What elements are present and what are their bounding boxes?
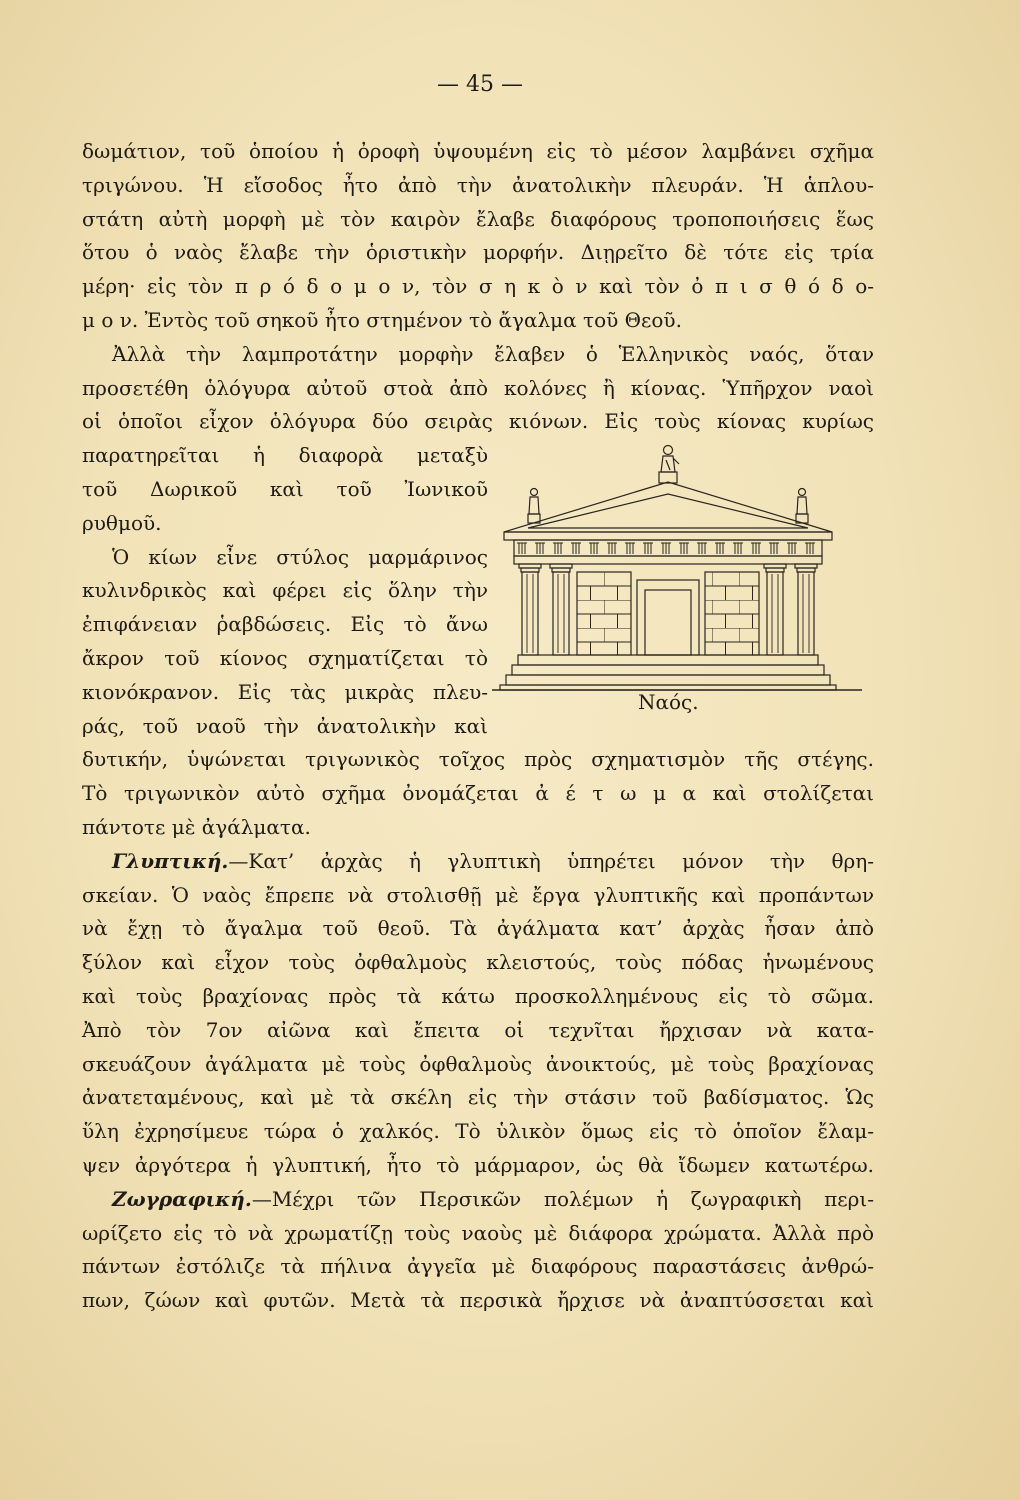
column-flutes	[803, 574, 809, 653]
text-line: ρυθμοῦ.	[82, 510, 162, 535]
text-line: πων, ζώων καὶ φυτῶν. Μετὰ τὰ περσικὰ ἤρχισε νὰ ἀναπτύσσεται καὶ	[82, 1288, 874, 1313]
text-line: προσετέθη ὁλόγυρα αὐτοῦ στοὰ ἀπὸ κολόνες ἢ κίονας. Ὑπῆρχον ναοὶ	[82, 375, 874, 400]
text-line: σκείαν. Ὁ ναὸς ἔπρεπε νὰ στολισθῇ μὲ ἔργα γλυπτικῆς καὶ προπάντων	[82, 882, 874, 907]
body-text	[82, 135, 874, 1318]
text-line	[82, 1183, 874, 1217]
statue-body	[529, 497, 539, 514]
step	[518, 655, 818, 665]
text-line: Ἀλλὰ τὴν λαμπροτάτην μορφὴν ἔλαβεν ὁ Ἑλληνικὸς ναός, ὅταν	[112, 341, 874, 366]
text-line: ὅτου ὁ ναὸς ἔλαβε τὴν ὁριστικὴν μορφήν. Διῃρεῖτο δὲ τότε εἰς τρία	[82, 240, 874, 265]
text-line: πάντων ἐστόλιζε τὰ πήλινα ἀγγεῖα μὲ διαφόρους παραστάσεις ἀνθρώ-	[82, 1254, 874, 1279]
text-line: οἱ ὁποῖοι εἶχον ὁλόγυρα δύο σειρὰς κιόνων. Εἰς τοὺς κίονας κυρίως	[82, 409, 874, 434]
text-line: ωρίζετο εἰς τὸ νὰ χρωματίζῃ τοὺς ναοὺς μὲ διάφορα χρώματα. Ἀλλὰ πρὸ	[82, 1220, 874, 1245]
temple-illustration	[490, 440, 870, 710]
text-line: τοῦ Δωρικοῦ καὶ τοῦ Ἰωνικοῦ	[82, 476, 488, 501]
text-line: καὶ τοὺς βραχίονας πρὸς τὰ κάτω προσκολλημένους εἰς τὸ σῶμα.	[82, 983, 874, 1008]
column-flutes	[772, 574, 778, 653]
text-line: ξύλον καὶ εἶχον τοὺς ὀφθαλμοὺς κλειστούς, τοὺς πόδας ἡνωμένους	[82, 950, 874, 975]
paragraph-painting	[82, 1183, 874, 1318]
column	[795, 564, 817, 655]
text-line: στάτη αὐτὴ μορφὴ μὲ τὸν καιρὸν ἔλαβε διαφόρους τροποποιήσεις ἕως	[82, 206, 874, 231]
statue-head	[531, 489, 538, 496]
statue-head	[799, 489, 806, 496]
temple-drawing	[492, 446, 862, 691]
cella-wall-right	[705, 572, 759, 655]
door-frame	[637, 580, 699, 655]
text-line: ἐπιφάνειαν ῥαβδώσεις. Εἰς τὸ ἄνω	[82, 612, 488, 637]
acroterion-center	[659, 446, 679, 484]
figure-caption: Ναός.	[638, 690, 699, 714]
page-number: — 45 —	[437, 72, 523, 97]
text-line: νὰ ἔχῃ τὸ ἄγαλμα τοῦ θεοῦ. Τὰ ἀγάλματα κατ’ ἀρχὰς ἦσαν ἀπὸ	[82, 916, 874, 941]
section-heading-sculpture: Γλυπτική.	[112, 848, 229, 873]
text-line: ὕλη ἐχρησίμευε τώρα ὁ χαλκός. Τὸ ὑλικὸν ὅμως εἰς τὸ ὁποῖον ἔλαμ-	[82, 1119, 874, 1144]
column-shaft	[767, 572, 783, 655]
text-line: δωμάτιον, τοῦ ὁποίου ἡ ὀροφὴ ὑψουμένη εἰς τὸ μέσον λαμβάνει σχῆμα	[82, 139, 874, 163]
text-line: κιονόκρανον. Εἰς τὰς μικρὰς πλευ-	[82, 679, 488, 704]
text-line: ἄκρον τοῦ κίονος σχηματίζεται τὸ	[82, 645, 488, 670]
text-line: σκευάζουν ἀγάλματα μὲ τοὺς ὀφθαλμοὺς ἀνοικτούς, μὲ τοὺς βραχίονας	[82, 1051, 874, 1076]
text-line: ἀνατεταμένους, καὶ μὲ τὰ σκέλη εἰς τὴν στάσιν τοῦ βαδίσματος. Ὡς	[82, 1085, 874, 1110]
column	[764, 564, 786, 655]
paragraph-sculpture	[82, 845, 874, 1183]
text-line: Τὸ τριγωνικὸν αὐτὸ σχῆμα ὀνομάζεται ἀ έ τ ω μ α καὶ στολίζεται	[82, 781, 874, 806]
text-line: παρατηρεῖται ἡ διαφορὰ μεταξὺ	[82, 443, 488, 468]
text-line: δυτικήν, ὑψώνεται τριγωνικὸς τοῖχος πρὸς σχηματισμὸν τῆς στέγης.	[82, 747, 874, 772]
acroterion-right	[796, 489, 808, 524]
column-shaft	[522, 572, 538, 655]
text-line	[82, 845, 874, 879]
column-shaft	[553, 572, 569, 655]
paragraph	[82, 135, 874, 338]
text-line: ψεν ἀργότερα ἡ γλυπτική, ἦτο τὸ μάρμαρον, ὡς θὰ ἴδωμεν κατωτέρω.	[82, 1152, 874, 1177]
pediment-outline	[504, 482, 832, 532]
statue-body	[797, 497, 807, 514]
section-heading-painting: Ζωγραφική.	[112, 1186, 252, 1211]
text-run: —Κατ’ ἀρχὰς ἡ γλυπτικὴ ὑπηρέτει μόνον τὴν θρη-	[228, 848, 874, 873]
text-line: μέρη· εἰς τὸν π ρ ό δ ο μ ο ν, τὸν σ η κ ὸ ν καὶ τὸν ὀ π ι σ θ ό δ ο-	[82, 274, 874, 299]
tympanum	[528, 494, 808, 528]
column	[550, 564, 572, 655]
text-line: πάντοτε μὲ ἀγάλματα.	[82, 814, 311, 839]
column-flutes	[558, 574, 564, 653]
statue-head	[664, 446, 673, 455]
statue-body	[661, 456, 679, 472]
column-shaft	[798, 572, 814, 655]
statue-pedestal	[659, 472, 677, 483]
frieze	[514, 540, 822, 556]
column	[519, 564, 541, 655]
pediment	[504, 482, 832, 532]
entablature	[504, 532, 832, 564]
cella-wall-left	[577, 572, 631, 655]
temple-steps	[500, 655, 836, 690]
cornice	[504, 532, 832, 540]
column-flutes	[527, 574, 533, 653]
text-line: τριγώνου. Ἡ εἴσοδος ἦτο ἀπὸ τὴν ἀνατολικὴν πλευράν. Ἡ ἁπλου-	[82, 172, 874, 197]
step	[512, 665, 824, 675]
step	[506, 675, 830, 685]
acroterion-left	[528, 489, 540, 524]
cella-front	[577, 572, 759, 655]
text-run: —Μέχρι τῶν Περσικῶν πολέμων ἡ ζωγραφικὴ περι-	[251, 1186, 874, 1211]
text-line: κυλινδρικὸς καὶ φέρει εἰς ὅλην τὴν	[82, 578, 488, 603]
text-line: μ ο ν. Ἐντὸς τοῦ σηκοῦ ἦτο στημένον τὸ ἄγαλμα τοῦ Θεοῦ.	[82, 307, 682, 332]
text-line: Ὁ κίων εἶνε στύλος μαρμάρινος	[112, 544, 488, 569]
text-line: Ἀπὸ τὸν 7ον αἰῶνα καὶ ἔπειτα οἱ τεχνῖται ἤρχισαν νὰ κατα-	[82, 1017, 874, 1042]
architrave	[514, 556, 822, 564]
door-opening	[645, 590, 691, 655]
text-line: ράς, τοῦ ναοῦ τὴν ἀνατολικὴν καὶ	[82, 713, 488, 738]
